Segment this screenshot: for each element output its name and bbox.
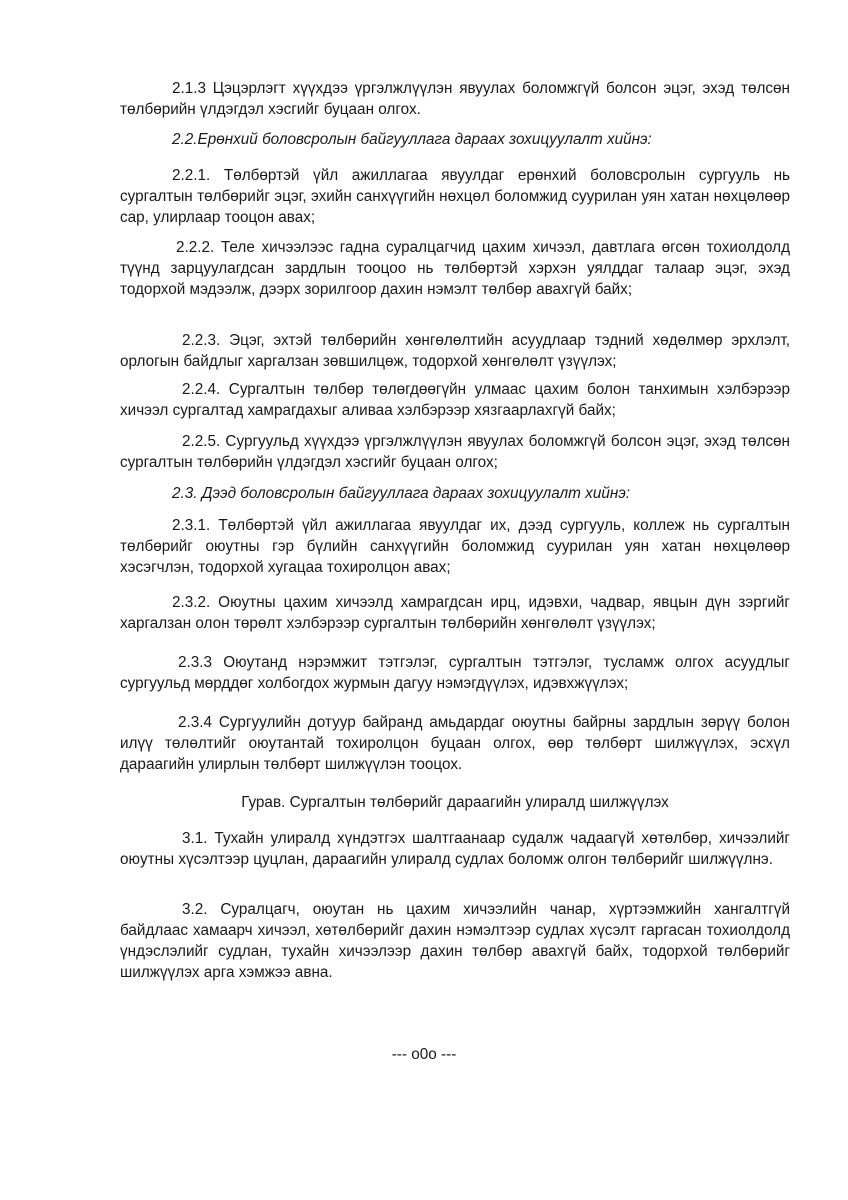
- section-2-2-1: [120, 165, 790, 228]
- paragraph-2-2-2: 2.2.2. Теле хичээлээс гадна суралцагчид цахим хичээл, давтлага өгсөн тохиолдолд түүнд зарцуулагдсан зардлын тооцоо нь төлбөртэй хэрхэн уялддаг талаар эцэг, эхэд тодорхой мэдээлж, дээрх зорилгоор дахин нэмэлт төлбөр авахгүй байх;: [120, 239, 790, 298]
- paragraph-2-3-1: 2.3.1. Төлбөртэй үйл ажиллагаа явуулдаг их, дээд сургууль, коллеж нь сургалтын төлбөрийг оюутны гэр бүлийн санхүүгийн боломжид суурилан уян хатан нөхцөлөөр хэсэгчлэн, тодорхой хугацаа тохиролцон авах;: [120, 517, 790, 576]
- section-2-2-heading: [120, 129, 790, 150]
- section-2-3-1: [120, 515, 790, 578]
- paragraph-2-2-4: 2.2.4. Сургалтын төлбөр төлөгдөөгүйн улмаас цахим болон танхимын хэлбэрээр хичээл сургалтад хамрагдахыг аливаа хэлбэрээр хязгаарлахгүй байх;: [120, 381, 790, 419]
- heading-2-2: 2.2.Ерөнхий боловсролын байгууллага дараах зохицуулалт хийнэ:: [172, 131, 652, 148]
- section-2-2-5: [120, 431, 790, 473]
- end-mark: --- o0o ---: [391, 1046, 457, 1063]
- section-2-3-heading: [120, 483, 790, 504]
- paragraph-2-3-4: 2.3.4 Сургуулийн дотуур байранд амьдардаг оюутны байрны зардлын зөрүү болон илүү төлөлтийг оюутантай тохиролцон буцаан олгох, өөр төлбөрт шилжүүлэх, эсхүл дараагийн улирлын төлбөрт шилжүүлэн тооцох.: [120, 714, 790, 773]
- section-2-2-2: [120, 237, 790, 300]
- paragraph-2-3-3: 2.3.3 Оюутанд нэрэмжит тэтгэлэг, сургалтын тэтгэлэг, тусламж олгох асуудлыг сургуульд мөрддөг холбогдох журмын дагуу нэмэгдүүлэх, идэвхжүүлэх;: [120, 654, 790, 692]
- section-2-2-4: [120, 379, 790, 421]
- heading-3: Гурав. Сургалтын төлбөрийг дараагийн улиралд шилжүүлэх: [241, 794, 669, 811]
- section-2-3-4: [120, 712, 790, 775]
- section-2-3-2: [120, 592, 790, 634]
- section-2-3-3: [120, 652, 790, 694]
- paragraph-2-2-3: 2.2.3. Эцэг, эхтэй төлбөрийн хөнгөлөлтийн асуудлаар тэдний хөдөлмөр эрхлэлт, орлогын байдлыг харгалзан зөвшилцөж, тодорхой хөнгөлөлт үзүүлэх;: [120, 332, 790, 370]
- paragraph-3-1: 3.1. Тухайн улиралд хүндэтгэх шалтгаанаар судалж чадаагүй хөтөлбөр, хичээлийг оюутны хүсэлтээр цуцлан, дараагийн улиралд судлах боломж олгон төлбөрийг шилжүүлнэ.: [120, 830, 790, 868]
- section-3-2: [120, 899, 790, 983]
- paragraph-2-2-1: 2.2.1. Төлбөртэй үйл ажиллагаа явуулдаг ерөнхий боловсролын сургууль нь сургалтын төлбөрийг эцэг, эхийн санхүүгийн нөхцөл боломжид суурилан уян хатан нөхцөлөөр сар, улирлаар тооцон авах;: [120, 167, 790, 226]
- paragraph-2-2-5: 2.2.5. Сургуульд хүүхдээ үргэлжлүүлэн явуулах боломжгүй болсон эцэг, эхэд төлсөн сургалтын төлбөрийн үлдэгдэл хэсгийг буцаан олгох;: [120, 433, 790, 471]
- section-2-2-3: [120, 330, 790, 372]
- paragraph-3-2: 3.2. Суралцагч, оюутан нь цахим хичээлийн чанар, хүртээмжийн хангалтгүй байдлаас хамаарч хичээл, хөтөлбөрийг дахин нэмэлтээр судлах хүсэлт гаргасан тохиолдолд үндэслэлийг судлан, тухайн хичээлээр дахин төлбөр авахгүй байх, тодорхой төлбөрийг шилжүүлэх арга хэмжээ авна.: [120, 901, 790, 981]
- section-2-1-3: [120, 78, 790, 120]
- heading-2-3: 2.3. Дээд боловсролын байгууллага дараах зохицуулалт хийнэ:: [172, 485, 631, 502]
- section-3-1: [120, 828, 790, 870]
- paragraph-2-1-3: 2.1.3 Цэцэрлэгт хүүхдээ үргэлжлүүлэн явуулах боломжгүй болсон эцэг, эхэд төлсөн төлбөрийн үлдэгдэл хэсгийг буцаан олгох.: [120, 80, 790, 118]
- paragraph-2-3-2: 2.3.2. Оюутны цахим хичээлд хамрагдсан ирц, идэвхи, чадвар, явцын дүн зэргийг харгалзан олон төрөлт хэлбэрээр сургалтын төлбөрийн хөнгөлөлт үзүүлэх;: [120, 594, 790, 632]
- section-3-heading: [120, 792, 790, 813]
